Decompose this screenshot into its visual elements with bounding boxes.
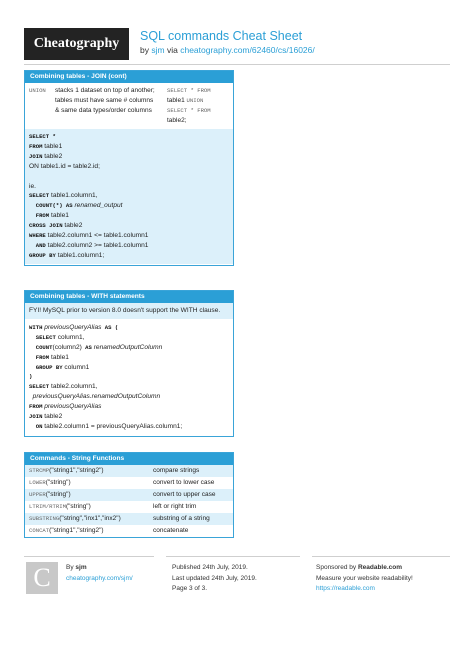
code-text: column1, (55, 333, 85, 341)
function-args: ("string1","string2") (49, 467, 104, 474)
section-header: Commands - String Functions (25, 453, 233, 465)
table-row (25, 501, 233, 513)
function-desc: left or right trim (153, 503, 197, 510)
function-args: ("string","inx1","inx2") (59, 515, 121, 522)
by-label: By (66, 564, 74, 571)
code-keyword: COUNT (29, 343, 53, 351)
footer-sponsor (316, 563, 413, 595)
footer-author-name[interactable]: sjm (75, 564, 87, 571)
footer-author (66, 563, 133, 584)
desc-line: tables must have same # columns (55, 97, 154, 104)
table-row (25, 513, 233, 525)
code-text: table1 (49, 212, 69, 220)
page-title: SQL commands Cheat Sheet (140, 29, 303, 43)
code-line: table2; (167, 117, 187, 124)
desc-line: stacks 1 dataset on top of another; (55, 87, 155, 94)
function-args: ("string1","string2") (49, 527, 104, 534)
code-keyword: JOIN (29, 152, 43, 160)
code-text: table2 (62, 222, 83, 230)
union-row (25, 83, 233, 129)
by-label: by (140, 45, 149, 55)
code-text: table2.column1 = previousQueryAlias.column1; (42, 422, 183, 430)
with-code-block (25, 320, 233, 436)
function-args: ("string") (45, 479, 71, 486)
code-keyword: GROUP BY (29, 251, 56, 259)
code-line: SELECT * FROM (167, 87, 211, 94)
function-desc: compare strings (153, 467, 200, 474)
code-keyword: AS (81, 343, 92, 351)
code-keyword: UNION (186, 97, 204, 104)
code-keyword: JOIN (29, 413, 43, 421)
code-keyword: GROUP BY (29, 363, 63, 371)
code-line: SELECT * FROM (167, 107, 211, 114)
union-keyword: UNION (29, 87, 46, 94)
code-text: column1 (62, 363, 90, 371)
function-desc: substring of a string (153, 515, 210, 522)
via-label: via (166, 45, 178, 55)
page-number: Page 3 of 3. (172, 585, 208, 592)
section-header: Combining tables - JOIN (cont) (25, 71, 233, 83)
code-text: previousQueryAlias (42, 323, 102, 331)
footer-dates (172, 563, 257, 595)
function-desc: convert to upper case (153, 491, 216, 498)
function-name: UPPER (29, 491, 46, 498)
string-functions-table (25, 465, 233, 537)
code-keyword: CROSS JOIN (29, 222, 63, 230)
code-text: table2.column2 >= table1.column1 (45, 241, 149, 249)
code-text: (column2) (52, 343, 82, 351)
page-subtitle (140, 45, 315, 55)
join-section (24, 70, 234, 266)
string-functions-section (24, 452, 234, 538)
table-row (25, 525, 233, 537)
with-section (24, 290, 234, 437)
sponsor-name[interactable]: Readable.com (357, 564, 403, 571)
table-row (25, 477, 233, 489)
footer-divider (312, 556, 450, 557)
header-divider (24, 64, 450, 65)
code-keyword: FROM (29, 353, 50, 361)
with-note: FYI! MySQL prior to version 8.0 doesn't support the WITH clause. (25, 303, 233, 320)
join-code-block (25, 129, 233, 265)
author-avatar[interactable]: C (26, 562, 58, 594)
footer-divider (24, 556, 154, 557)
section-header: Combining tables - WITH statements (25, 291, 233, 303)
function-name: STRCMP (29, 467, 50, 474)
code-text: table2.column1 <= table1.column1 (45, 232, 149, 240)
code-text: ON table1.id = table2.id; (29, 162, 100, 170)
code-text: table1.column1; (55, 251, 105, 259)
published-date: Published 24th July, 2019. (172, 564, 248, 571)
footer-author-link[interactable]: cheatography.com/sjm/ (66, 574, 133, 582)
updated-date: Last updated 24th July, 2019. (172, 574, 257, 582)
ie-label: ie. (29, 182, 36, 190)
code-text: table2.column1, (49, 383, 98, 391)
table-row (25, 489, 233, 501)
author-link[interactable]: sjm (151, 45, 165, 55)
code-keyword: WITH (29, 323, 43, 331)
code-keyword: COUNT(*) AS (29, 202, 73, 210)
sheet-url-link[interactable]: cheatography.com/62460/cs/16026/ (180, 45, 315, 55)
function-name: LOWER (29, 479, 46, 486)
code-text: previousQueryAlias.renamedOutputColumn (29, 393, 161, 401)
desc-line: & same data types/order columns (55, 107, 152, 114)
code-text: table1.column1, (49, 192, 98, 200)
code-text: table2 (42, 413, 63, 421)
code-keyword: SELECT * (29, 133, 56, 140)
sponsor-tagline: Measure your website readability! (316, 574, 413, 582)
code-text: table1 (42, 142, 63, 150)
code-keyword: SELECT (29, 333, 56, 341)
union-code (167, 86, 229, 126)
code-line: table1 (167, 97, 187, 104)
code-keyword: ) (29, 373, 33, 381)
code-keyword: FROM (29, 142, 43, 150)
code-keyword: ON (29, 422, 43, 430)
function-name: CONCAT (29, 527, 50, 534)
union-description (55, 86, 167, 126)
code-keyword: SELECT (29, 383, 50, 391)
code-text: renamedOutputColumn (91, 343, 163, 351)
function-args: ("string") (65, 503, 91, 510)
cheatography-logo[interactable]: Cheatography (24, 28, 129, 60)
function-args: ("string") (45, 491, 71, 498)
footer-divider (166, 556, 300, 557)
code-text: previousQueryAlias (42, 403, 102, 411)
function-desc: concatenate (153, 527, 189, 534)
code-text: renamed_output (72, 202, 123, 210)
table-row (25, 465, 233, 477)
function-name: SUBSTRING (29, 515, 60, 522)
code-keyword: FROM (29, 403, 43, 411)
code-text: table1 (49, 353, 69, 361)
code-keyword: AS ( (101, 323, 119, 331)
code-keyword: SELECT (29, 192, 50, 200)
code-keyword: AND (29, 241, 46, 249)
code-keyword: WHERE (29, 232, 46, 240)
function-desc: convert to lower case (153, 479, 215, 486)
function-name: LTRIM/RTRIM (29, 503, 66, 510)
code-keyword: FROM (29, 212, 50, 220)
code-text: table2 (42, 152, 63, 160)
sponsor-link[interactable]: https://readable.com (316, 585, 375, 592)
sponsored-label: Sponsored by (316, 564, 357, 571)
